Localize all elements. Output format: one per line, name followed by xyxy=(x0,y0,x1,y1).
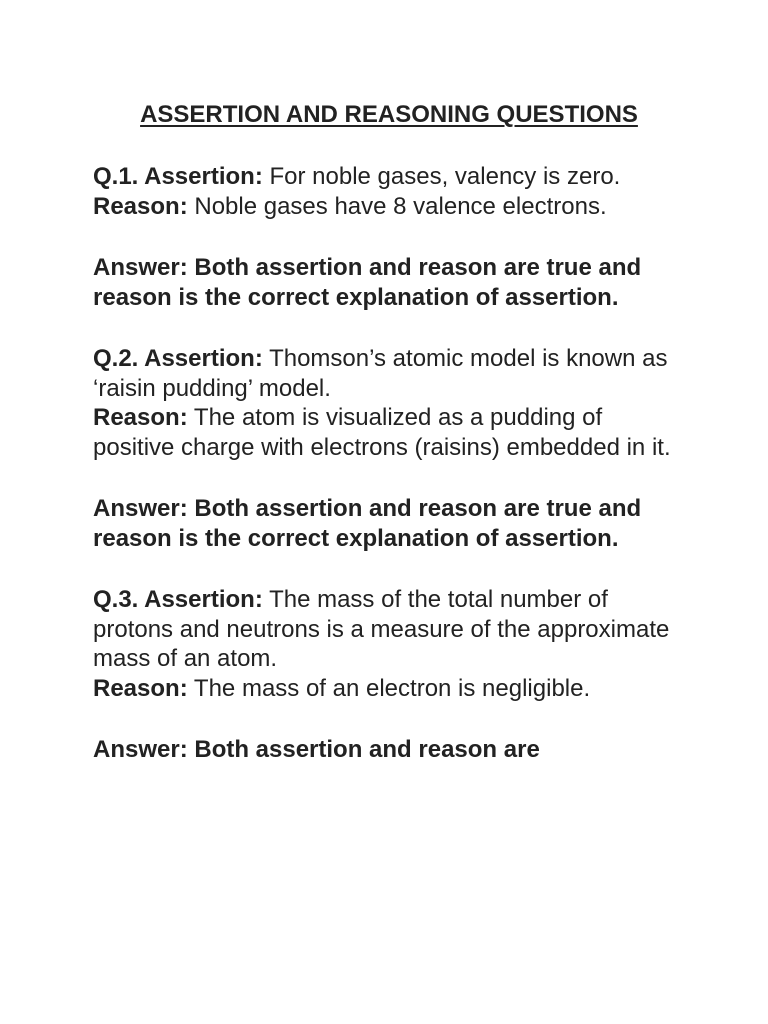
assertion-label: Q.1. Assertion: xyxy=(93,163,263,190)
question-3 xyxy=(93,585,685,765)
answer-1: Answer: Both assertion and reason are true and reason is the correct explanation of assertion. xyxy=(93,254,642,311)
answer-2: Answer: Both assertion and reason are true and reason is the correct explanation of assertion. xyxy=(93,495,642,552)
reason-text: The mass of an electron is negligible. xyxy=(187,674,591,702)
reason-text: The atom is visualized as a pudding of positive charge with electrons (raisins) embedded in it. xyxy=(93,404,671,461)
reason-label: Reason: xyxy=(93,192,188,220)
answer-3: Answer: Both assertion and reason are xyxy=(93,736,540,763)
reason-1 xyxy=(93,192,685,222)
assertion-text: Thomson’s atomic model is known as ‘raisin pudding’ model. xyxy=(93,345,668,402)
assertion-1 xyxy=(93,162,685,192)
question-1 xyxy=(93,162,685,312)
assertion-text: The mass of the total number of protons and neutrons is a measure of the approximate mass of an atom. xyxy=(93,586,670,672)
reason-2 xyxy=(93,403,685,462)
reason-label: Reason: xyxy=(93,404,188,431)
reason-label: Reason: xyxy=(93,674,188,702)
document-page xyxy=(93,100,685,797)
assertion-label: Q.3. Assertion: xyxy=(93,586,263,613)
assertion-label: Q.2. Assertion: xyxy=(93,345,263,372)
reason-text: Noble gases have 8 valence electrons. xyxy=(187,192,607,220)
document-title: ASSERTION AND REASONING QUESTIONS xyxy=(140,101,638,128)
assertion-3 xyxy=(93,585,685,674)
reason-3 xyxy=(93,674,685,704)
question-2 xyxy=(93,344,685,553)
assertion-text: For noble gases, valency is zero. xyxy=(262,163,621,190)
assertion-2 xyxy=(93,344,685,403)
